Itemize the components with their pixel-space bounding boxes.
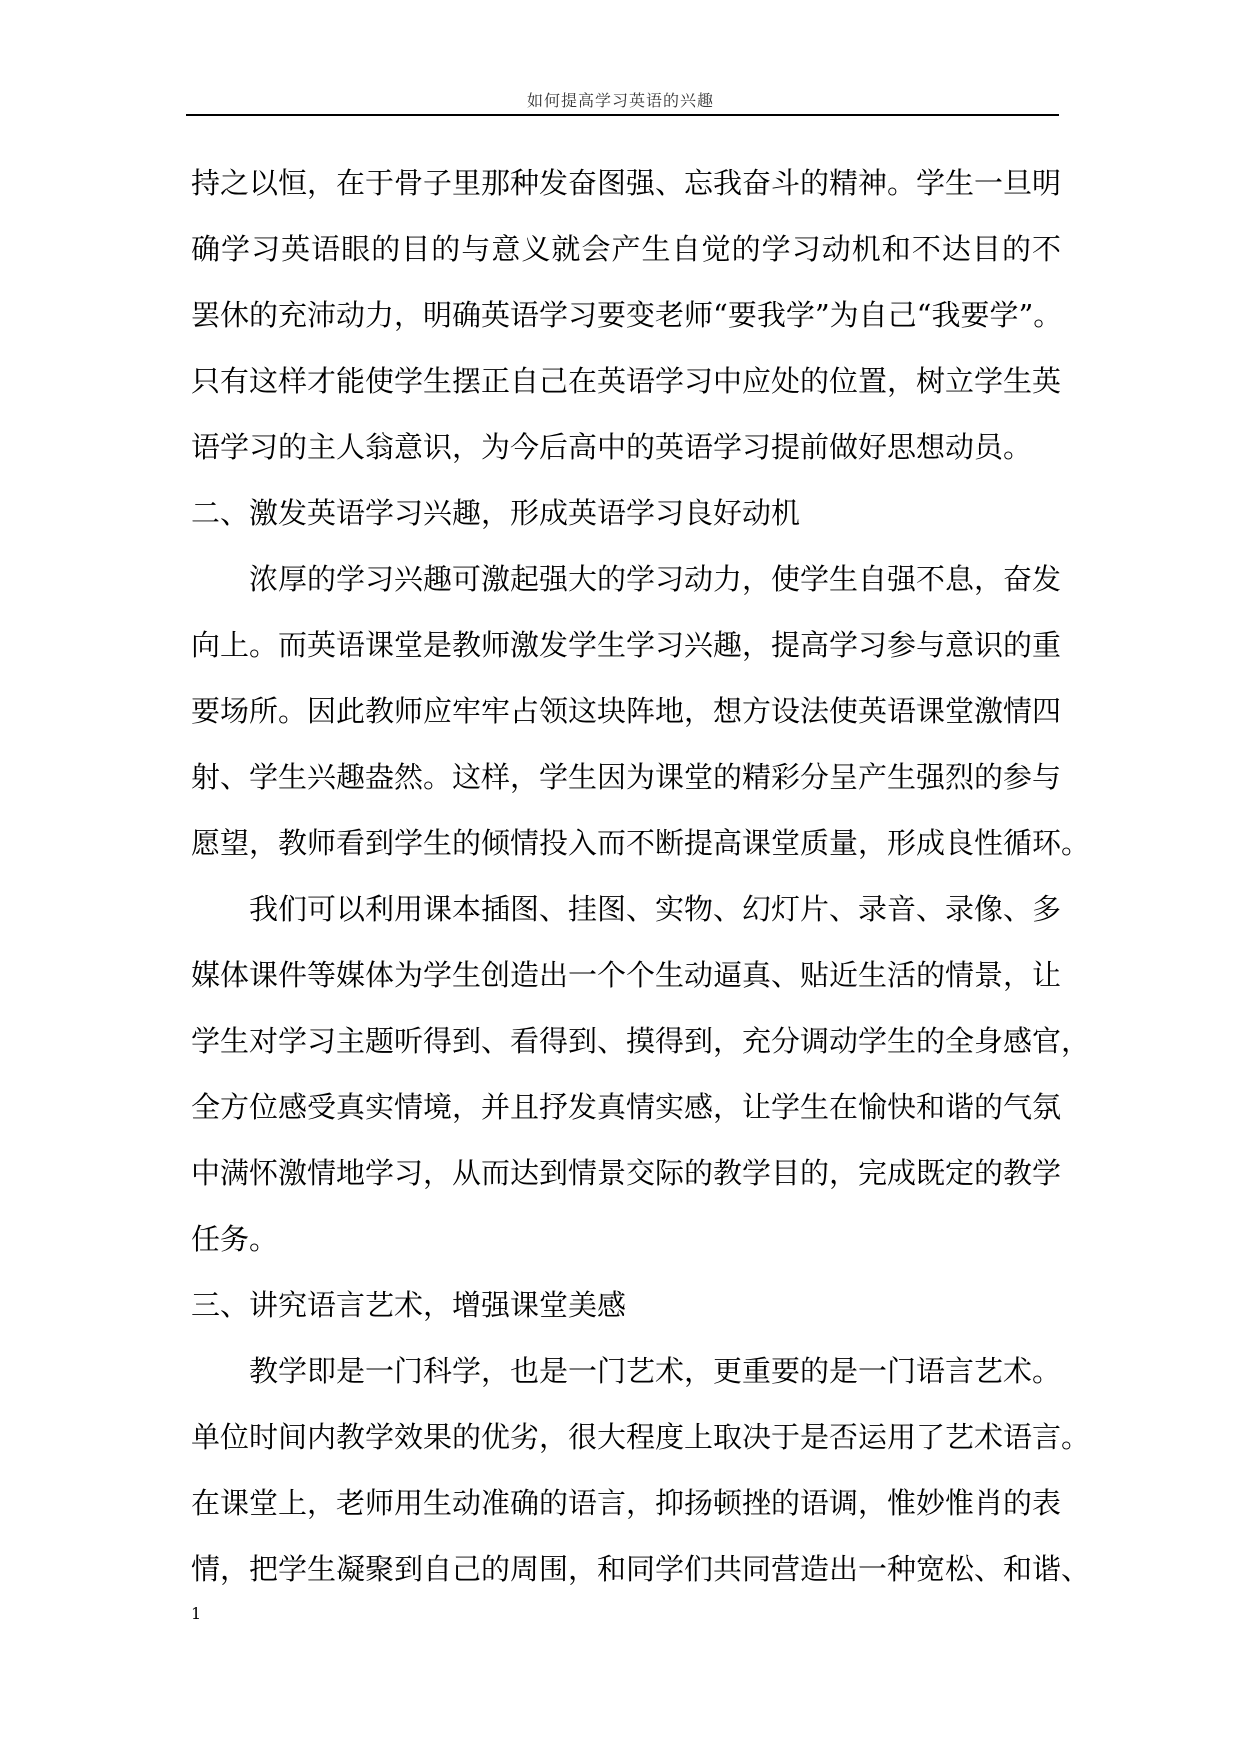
text-line: 在课堂上，老师用生动准确的语言，抑扬顿挫的语调，惟妙惟肖的表 (191, 1486, 1062, 1520)
text-line: 罢休的充沛动力，明确英语学习要变老师“要我学”为自己“我要学”。 (191, 298, 1063, 332)
text-line: 确学习英语眼的目的与意义就会产生自觉的学习动机和不达目的不 (191, 232, 1061, 266)
text-line: 情，把学生凝聚到自己的周围，和同学们共同营造出一种宽松、和谐、 (191, 1552, 1091, 1586)
text-line: 我们可以利用课本插图、挂图、实物、幻灯片、录音、录像、多 (249, 892, 1062, 926)
text-line: 射、学生兴趣盎然。这样，学生因为课堂的精彩分呈产生强烈的参与 (191, 760, 1062, 794)
text-line: 向上。而英语课堂是教师激发学生学习兴趣，提高学习参与意识的重 (191, 628, 1062, 662)
text-line: 教学即是一门科学，也是一门艺术，更重要的是一门语言艺术。 (249, 1354, 1062, 1388)
text-line: 全方位感受真实情境，并且抒发真情实感，让学生在愉快和谐的气氛 (191, 1090, 1062, 1124)
text-line: 语学习的主人翁意识，为今后高中的英语学习提前做好思想动员。 (191, 430, 1033, 464)
page-number: 1 (191, 1604, 202, 1623)
text-line: 单位时间内教学效果的优劣，很大程度上取决于是否运用了艺术语言。 (191, 1420, 1091, 1454)
text-line: 中满怀激情地学习，从而达到情景交际的教学目的，完成既定的教学 (191, 1156, 1062, 1190)
text-line: 学生对学习主题听得到、看得到、摸得到，充分调动学生的全身感官， (191, 1024, 1091, 1058)
text-line: 愿望，教师看到学生的倾情投入而不断提高课堂质量，形成良性循环。 (191, 826, 1091, 860)
running-header-title: 如何提高学习英语的兴趣 (526, 91, 714, 110)
text-line: 任务。 (191, 1222, 279, 1256)
text-line: 持之以恒，在于骨子里那种发奋图强、忘我奋斗的精神。学生一旦明 (191, 166, 1062, 200)
header-divider (186, 114, 1059, 116)
section-heading-2: 二、激发英语学习兴趣，形成英语学习良好动机 (191, 496, 801, 530)
text-line: 要场所。因此教师应牢牢占领这块阵地，想方设法使英语课堂激情四 (191, 694, 1062, 728)
text-line: 浓厚的学习兴趣可激起强大的学习动力，使学生自强不息，奋发 (249, 562, 1062, 596)
section-heading-3: 三、讲究语言艺术，增强课堂美感 (191, 1288, 627, 1322)
text-line: 只有这样才能使学生摆正自己在英语学习中应处的位置，树立学生英 (191, 364, 1062, 398)
body-text (191, 150, 1091, 1602)
text-line: 媒体课件等媒体为学生创造出一个个生动逼真、贴近生活的情景，让 (191, 958, 1062, 992)
